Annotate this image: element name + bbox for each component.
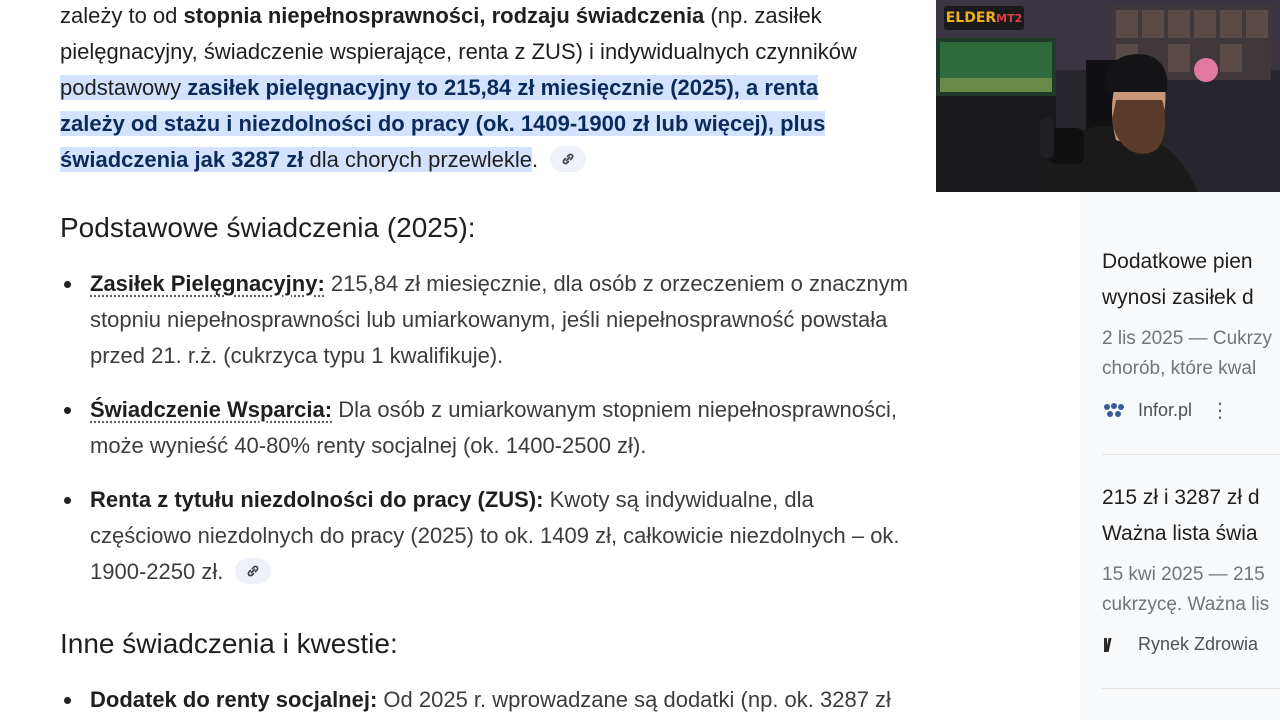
stream-logo-text: ELDER — [945, 10, 997, 26]
text: Od 2025 r. wprowadzane są dodatki (np. ok. 3287 zł — [377, 687, 891, 712]
text: 1900-2250 zł. — [90, 559, 224, 584]
section-heading: Inne świadczenia i kwestie: — [60, 628, 398, 659]
stream-logo-text: MT2 — [996, 11, 1023, 25]
benefits-list — [60, 266, 1040, 590]
source-link-button[interactable] — [235, 558, 271, 584]
bold-text: stopnia niepełnosprawności, rodzaju świadczenia — [183, 3, 705, 28]
highlighted-line — [60, 106, 825, 142]
highlighted-line — [60, 142, 586, 178]
source-snippet: 15 kwi 2025 — 215 — [1102, 564, 1265, 585]
more-vert-icon[interactable]: ⋮ — [1210, 400, 1231, 422]
other-list — [60, 682, 1040, 718]
paragraph-line — [60, 0, 822, 34]
text: pielęgnacyjny, świadczenie wspierające, renta z ZUS) i indywidualnych czynników — [60, 39, 857, 64]
text: Kwoty są indywidualne, dla — [543, 487, 814, 512]
rynek-zdrowia-logo-icon — [1102, 635, 1128, 655]
source-card[interactable] — [1102, 480, 1280, 655]
text: stopniu niepełnosprawności lub umiarkowanym, jeśli niepełnosprawność powstała — [90, 307, 888, 332]
bold-text: zasiłek pielęgnacyjny to 215,84 zł miesięcznie (2025), a renta — [187, 75, 819, 100]
text: przed 21. r.ż. (cukrzyca typu 1 kwalifikuje). — [90, 343, 504, 368]
text: może wynieść 40-80% renty socjalnej (ok. 1400-2500 zł). — [90, 433, 647, 458]
divider — [1102, 688, 1280, 689]
paragraph-line — [60, 34, 857, 70]
source-snippet: 2 lis 2025 — Cukrzy — [1102, 328, 1273, 349]
link-icon — [560, 151, 576, 167]
list-item — [60, 266, 1040, 374]
source-title[interactable]: 215 zł i 3287 zł d — [1102, 486, 1260, 509]
source-title[interactable]: Ważna lista świa — [1102, 522, 1258, 545]
source-link-button[interactable] — [550, 146, 586, 172]
text: Dla osób z umiarkowanym stopniem niepełnosprawności, — [332, 397, 898, 422]
highlighted-line — [60, 70, 818, 106]
term: Dodatek do renty socjalnej: — [90, 687, 378, 712]
list-item — [60, 392, 1040, 464]
source-title[interactable]: wynosi zasiłek d — [1102, 286, 1254, 309]
text: dla chorych przewlekle — [303, 147, 533, 172]
source-title[interactable]: Dodatkowe pien — [1102, 250, 1253, 273]
infor-logo-icon — [1102, 401, 1128, 421]
source-snippet: cukrzycę. Ważna lis — [1102, 594, 1270, 615]
source-site-name: Rynek Zdrowia — [1138, 634, 1259, 654]
link-icon — [245, 563, 261, 579]
sources-panel — [1080, 192, 1280, 720]
term-link[interactable]: Świadczenie Wsparcia: — [90, 397, 333, 422]
webcam-overlay — [936, 0, 1280, 192]
text: częściowo niezdolnych do pracy (2025) to ok. 1409 zł, całkowicie niezdolnych – ok. — [90, 523, 900, 548]
text: zależy to od — [60, 3, 184, 28]
bold-text: świadczenia jak 3287 zł — [60, 147, 304, 172]
list-item — [60, 682, 1040, 718]
divider — [1102, 454, 1280, 455]
source-snippet: chorób, które kwal — [1102, 358, 1257, 379]
term-link[interactable]: Zasiłek Pielęgnacyjny: — [90, 271, 325, 296]
section-heading: Podstawowe świadczenia (2025): — [60, 212, 476, 243]
stream-logo — [944, 6, 1024, 30]
text: podstawowy — [60, 75, 188, 100]
term: Renta z tytułu niezdolności do pracy (ZUS): — [90, 487, 544, 512]
source-site — [1102, 398, 1280, 423]
source-card[interactable] — [1102, 244, 1280, 423]
source-site — [1102, 634, 1280, 655]
text: . — [532, 147, 539, 172]
source-site-name: Infor.pl — [1138, 400, 1193, 420]
bold-text: zależy od stażu i niezdolności do pracy (ok. 1409-1900 zł lub więcej), plus — [60, 111, 826, 136]
list-item — [60, 482, 1040, 590]
text: (np. zasiłek — [704, 3, 822, 28]
text: 215,84 zł miesięcznie, dla osób z orzeczeniem o znacznym — [324, 271, 909, 296]
